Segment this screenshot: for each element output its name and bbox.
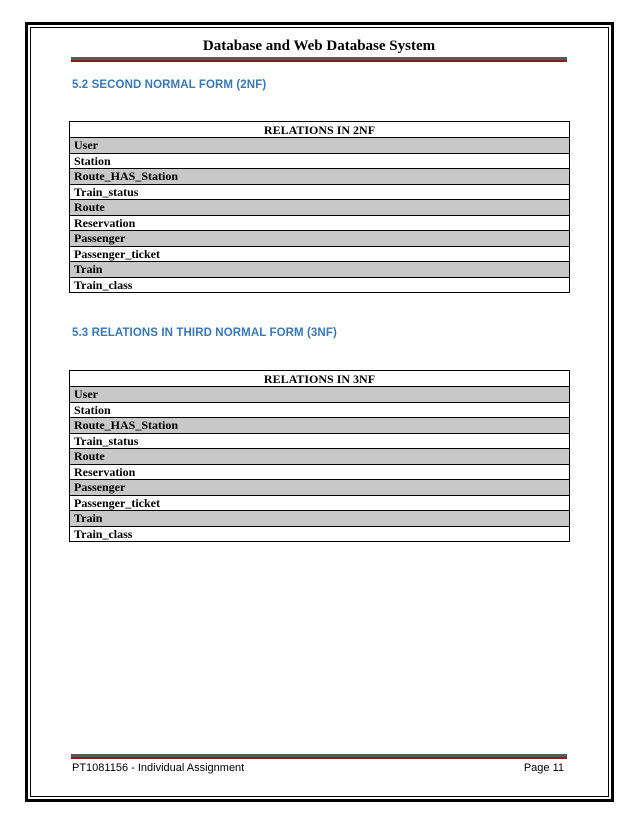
table-row (70, 153, 570, 169)
footer-assignment-label: PT1081156 - Individual Assignment (72, 762, 245, 774)
table-row (70, 449, 570, 465)
relations-3nf-table (69, 370, 570, 542)
footer-page-number: Page 11 (523, 762, 564, 774)
header-rule-accent (71, 60, 567, 62)
section-heading-2nf: 5.2 SECOND NORMAL FORM (2NF) (72, 79, 267, 91)
relation-cell: Reservation (70, 464, 570, 480)
page-header-title: Database and Web Database System (202, 38, 436, 54)
table-row (70, 200, 570, 216)
table-row (70, 526, 570, 542)
relation-cell: Passenger (70, 480, 570, 496)
relation-cell: Reservation (70, 215, 570, 231)
relation-cell: Route_HAS_Station (70, 169, 570, 185)
table-row (70, 215, 570, 231)
relation-cell: Passenger_ticket (70, 246, 570, 262)
table-row (70, 246, 570, 262)
table-header-row (70, 371, 570, 387)
table-row (70, 433, 570, 449)
relation-cell: Passenger_ticket (70, 495, 570, 511)
table-row (70, 511, 570, 527)
relation-cell: Station (70, 402, 570, 418)
relation-cell: Train_class (70, 277, 570, 293)
relation-cell: Route (70, 200, 570, 216)
table-row (70, 495, 570, 511)
relation-cell: Route_HAS_Station (70, 418, 570, 434)
section-heading-3nf: 5.3 RELATIONS IN THIRD NORMAL FORM (3NF) (72, 327, 337, 339)
relation-cell: Passenger (70, 231, 570, 247)
relation-cell: Train_status (70, 184, 570, 200)
relation-cell: Train_status (70, 433, 570, 449)
relations-2nf-table (69, 121, 570, 293)
table-row (70, 464, 570, 480)
table-row (70, 277, 570, 293)
table-header-cell: RELATIONS IN 3NF (70, 371, 570, 387)
table-row (70, 184, 570, 200)
relation-cell: User (70, 138, 570, 154)
relation-cell: Route (70, 449, 570, 465)
relation-cell: Train (70, 511, 570, 527)
relation-cell: Train_class (70, 526, 570, 542)
table-row (70, 402, 570, 418)
footer-rule-accent (71, 757, 567, 759)
table-row (70, 231, 570, 247)
table-header-cell: RELATIONS IN 2NF (70, 122, 570, 138)
table-row (70, 138, 570, 154)
table-header-row (70, 122, 570, 138)
table-row (70, 169, 570, 185)
table-row (70, 480, 570, 496)
table-row (70, 387, 570, 403)
relation-cell: User (70, 387, 570, 403)
relation-cell: Station (70, 153, 570, 169)
table-row (70, 262, 570, 278)
relation-cell: Train (70, 262, 570, 278)
table-row (70, 418, 570, 434)
